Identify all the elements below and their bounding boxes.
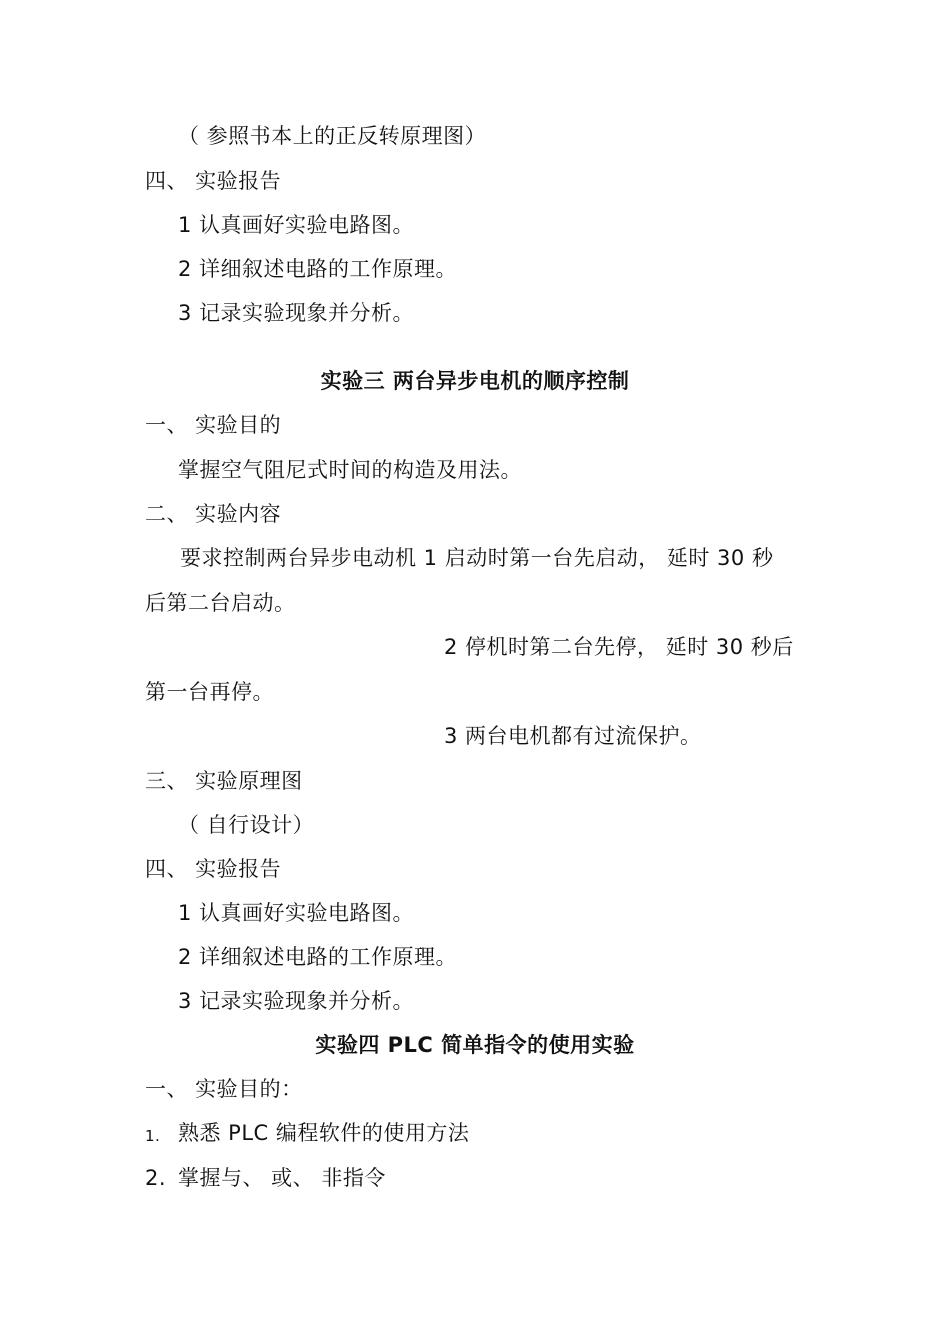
list-item: 掌握与、 或、 非指令 [178,1166,386,1190]
report-heading: 四、 实验报告 [145,857,282,881]
report-item: 2 详细叙述电路的工作原理。 [178,257,458,281]
report-item: 3 记录实验现象并分析。 [178,989,415,1013]
purpose-heading: 一、 实验目的： [145,1077,303,1101]
diagram-heading: 三、 实验原理图 [145,769,303,793]
list-number: 1. [145,1127,161,1145]
experiment3-title: 实验三 两台异步电机的顺序控制 [320,369,630,393]
report-item: 2 详细叙述电路的工作原理。 [178,945,458,969]
content-line: 后第二台启动。 [145,591,296,615]
experiment4-title: 实验四 PLC 简单指令的使用实验 [315,1033,635,1057]
content-heading: 二、 实验内容 [145,502,282,526]
report-item: 3 记录实验现象并分析。 [178,301,415,325]
report-item: 1 认真画好实验电路图。 [178,213,415,237]
report-item: 1 认真画好实验电路图。 [178,901,415,925]
purpose-heading: 一、 实验目的 [145,413,282,437]
content-line: 要求控制两台异步电动机 1 启动时第一台先启动， 延时 30 秒 [180,546,774,570]
content-line: 第一台再停。 [145,680,274,704]
diagram-note: （ 自行设计） [178,813,315,837]
list-item: 熟悉 PLC 编程软件的使用方法 [178,1121,470,1145]
list-number: 2. [145,1166,167,1190]
reference-note: （ 参照书本上的正反转原理图） [178,124,487,148]
content-line: 2 停机时第二台先停， 延时 30 秒后 [444,635,794,659]
content-line: 3 两台电机都有过流保护。 [444,724,702,748]
purpose-text: 掌握空气阻尼式时间的构造及用法。 [178,458,522,482]
report-heading: 四、 实验报告 [145,169,282,193]
